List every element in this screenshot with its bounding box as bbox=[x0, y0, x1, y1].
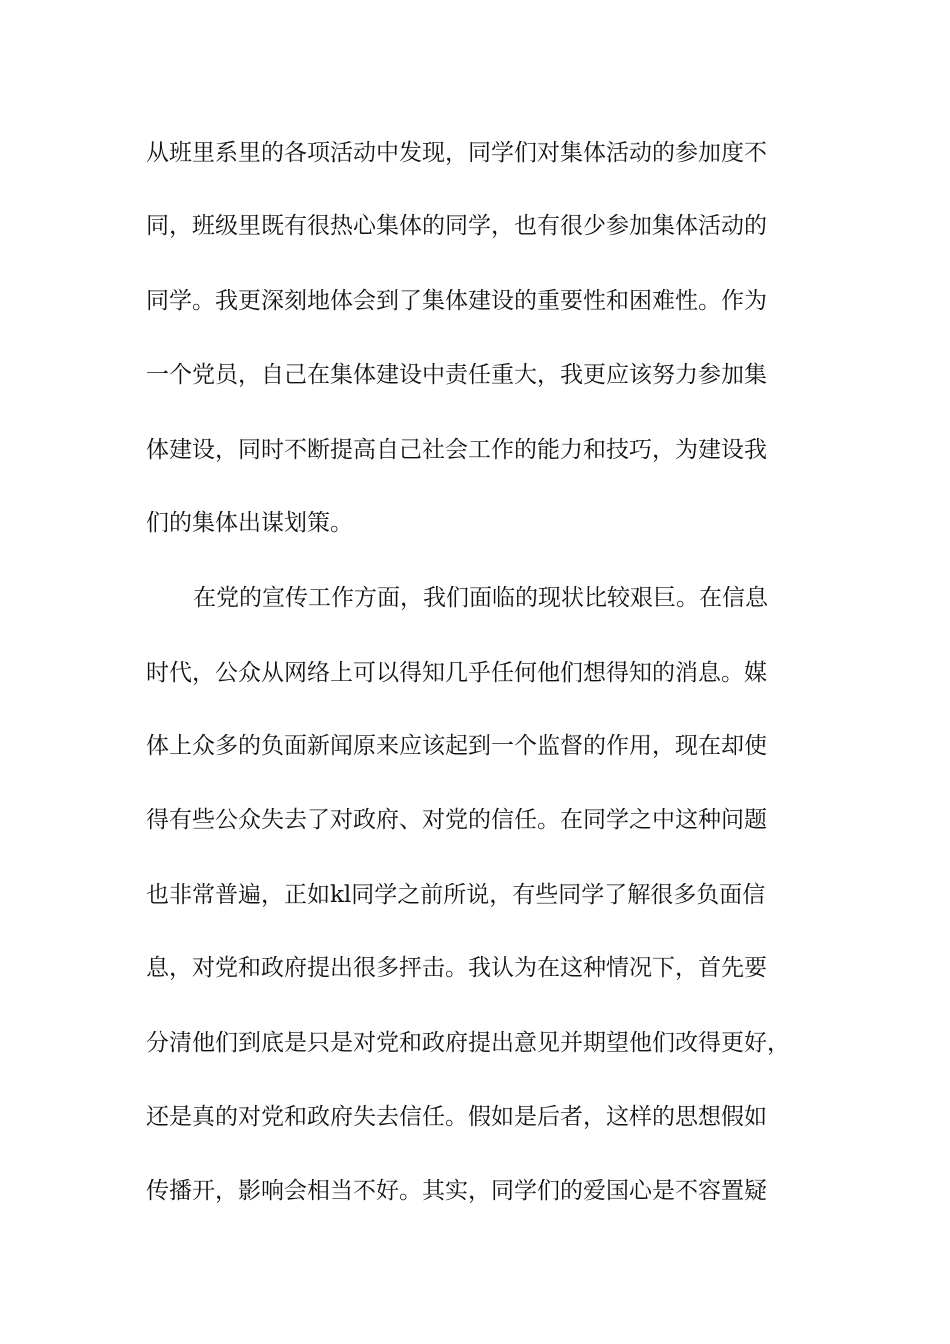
text-line: 体建设，同时不断提高自己社会工作的能力和技巧，为建设我 bbox=[146, 437, 767, 463]
text-line: 分清他们到底是只是对党和政府提出意见并期望他们改得更好， bbox=[146, 1030, 790, 1056]
text-line: 们的集体出谋划策。 bbox=[146, 510, 353, 536]
text-line: 还是真的对党和政府失去信任。假如是后者，这样的思想假如 bbox=[146, 1104, 767, 1130]
text-line: 得有些公众失去了对政府、对党的信任。在同学之中这种问题 bbox=[146, 807, 767, 833]
text-line: 传播开，影响会相当不好。其实，同学们的爱国心是不容置疑 bbox=[146, 1178, 767, 1204]
text-line: 息，对党和政府提出很多抨击。我认为在这种情况下，首先要 bbox=[146, 955, 767, 981]
text-line: 同学。我更深刻地体会到了集体建设的重要性和困难性。作为 bbox=[146, 288, 767, 314]
text-line: 时代，公众从网络上可以得知几乎任何他们想得知的消息。媒 bbox=[146, 660, 767, 686]
text-line: 同，班级里既有很热心集体的同学，也有很少参加集体活动的 bbox=[146, 213, 767, 239]
paragraph-first-line: 在党的宣传工作方面，我们面临的现状比较艰巨。在信息 bbox=[193, 585, 768, 611]
text-line: 也非常普遍，正如kl同学之前所说，有些同学了解很多负面信 bbox=[146, 882, 766, 908]
text-line: 体上众多的负面新闻原来应该起到一个监督的作用，现在却使 bbox=[146, 733, 767, 759]
text-line: 一个党员，自己在集体建设中责任重大，我更应该努力参加集 bbox=[146, 362, 767, 388]
text-line: 从班里系里的各项活动中发现，同学们对集体活动的参加度不 bbox=[146, 140, 767, 166]
